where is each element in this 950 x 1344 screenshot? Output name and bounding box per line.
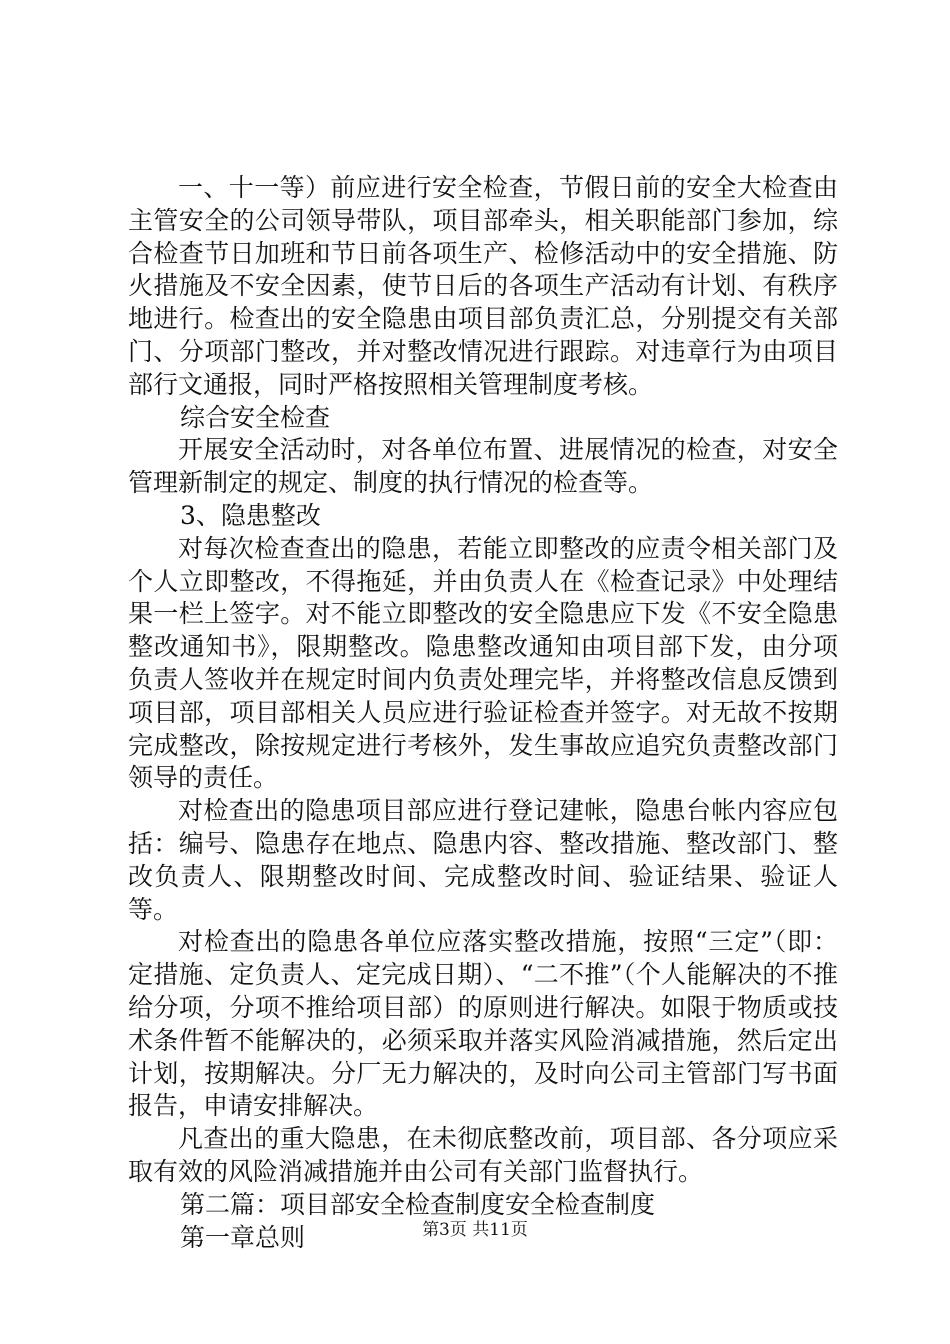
heading-hazard-rectification: 3、隐患整改 (180, 500, 321, 530)
document-body (128, 172, 838, 1254)
paragraph-rectification-procedure: 对每次检查查出的隐患，若能立即整改的应责令相关部门及个人立即整改，不得拖延，并由负责人在《检查记录》中处理结果一栏上签字。对不能立即整改的安全隐患应下发《不安全隐患整改通知书》，限期整改。隐患整改通知由项目部下发，由分项负责人签收并在规定时间内负责处理完毕，并将整改信息反馈到项目部，项目部相关人员应进行验证检查并签字。对无故不按期完成整改，除按规定进行考核外，发生事故应追究负责整改部门领导的责任。 (128, 533, 838, 793)
heading-chapter-one: 第一章总则 (180, 1222, 306, 1252)
heading-comprehensive-inspection: 综合安全检查 (180, 402, 331, 432)
paragraph-safety-activity-inspection: 开展安全活动时，对各单位布置、进展情况的检查，对安全管理新制定的规定、制度的执行情况的检查等。 (128, 435, 838, 498)
paragraph-three-fix-principle: 对检查出的隐患各单位应落实整改措施，按照“三定”（即：定措施、定负责人、定完成日期）、“二不推”（个人能解决的不推给分项，分项不推给项目部）的原则进行解决。如限于物质或技术条件暂不能解决的，必须采取并落实风险消减措施，然后定出计划，按期解决。分厂无力解决的，及时向公司主管部门写书面报告，申请安排解决。 (128, 927, 838, 1121)
paragraph-major-hazard: 凡查出的重大隐患，在未彻底整改前，项目部、各分项应采取有效的风险消减措施并由公司有关部门监督执行。 (128, 1124, 838, 1186)
page-number-footer: 第3页 共11页 (422, 1220, 528, 1240)
paragraph-hazard-ledger: 对检查出的隐患项目部应进行登记建帐，隐患台帐内容应包括：编号、隐患存在地点、隐患内容、整改措施、整改部门、整改负责人、限期整改时间、完成整改时间、验证结果、验证人等。 (128, 796, 838, 924)
heading-part-two: 第二篇：项目部安全检查制度安全检查制度 (180, 1189, 656, 1219)
paragraph-holiday-inspection: 一、十一等）前应进行安全检查，节假日前的安全大检查由主管安全的公司领导带队，项目部牵头，相关职能部门参加，综合检查节日加班和节日前各项生产、检修活动中的安全措施、防火措施及不安全因素，使节日后的各项生产活动有计划、有秩序地进行。检查出的安全隐患由项目部负责汇总，分别提交有关部门、分项部门整改，并对整改情况进行跟踪。对违章行为由项目部行文通报，同时严格按照相关管理制度考核。 (128, 173, 838, 399)
